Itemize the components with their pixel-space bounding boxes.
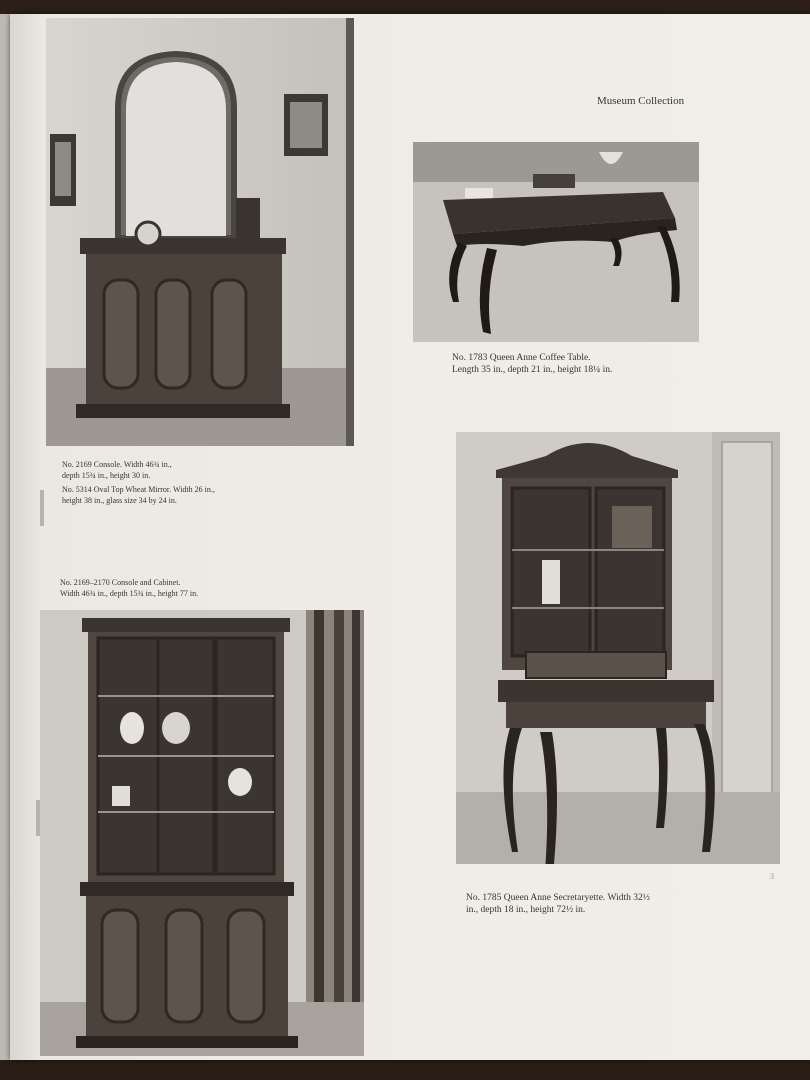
coffee-table-caption-line1: No. 1783 Queen Anne Coffee Table. — [452, 353, 591, 363]
secretaryette-caption-line2: in., depth 18 in., height 72½ in. — [466, 905, 586, 915]
secretaryette-photo — [456, 432, 780, 864]
console-mirror-photo — [46, 18, 354, 446]
coffee-table-caption-line2: Length 35 in., depth 21 in., height 18¼ in. — [452, 365, 613, 375]
coffee-table-photo — [413, 142, 699, 342]
console-caption-line1: No. 2169 Console. Width 46¾ in., — [62, 460, 172, 469]
coffee-table-caption — [452, 352, 712, 376]
page-number: 3 — [770, 872, 774, 881]
secretaryette-caption — [466, 892, 746, 916]
console-caption-line4: height 38 in., glass size 34 by 24 in. — [62, 495, 177, 505]
binding-clip — [36, 800, 40, 836]
console-caption-line3: No. 5314 Oval Top Wheat Mirror. Width 26 in., — [62, 485, 215, 494]
console-caption — [62, 460, 322, 506]
console-caption-line2: depth 15¾ in., height 30 in. — [62, 470, 151, 480]
cabinet-caption — [60, 578, 340, 599]
binding-clip — [40, 490, 44, 526]
cabinet-caption-line2: Width 46¾ in., depth 15¾ in., height 77 in. — [60, 588, 199, 598]
console-cabinet-photo — [40, 610, 364, 1056]
cabinet-caption-line1: No. 2169–2170 Console and Cabinet. — [60, 578, 181, 587]
section-heading: Museum Collection — [597, 95, 685, 107]
secretaryette-caption-line1: No. 1785 Queen Anne Secretaryette. Width 32½ — [466, 893, 650, 903]
